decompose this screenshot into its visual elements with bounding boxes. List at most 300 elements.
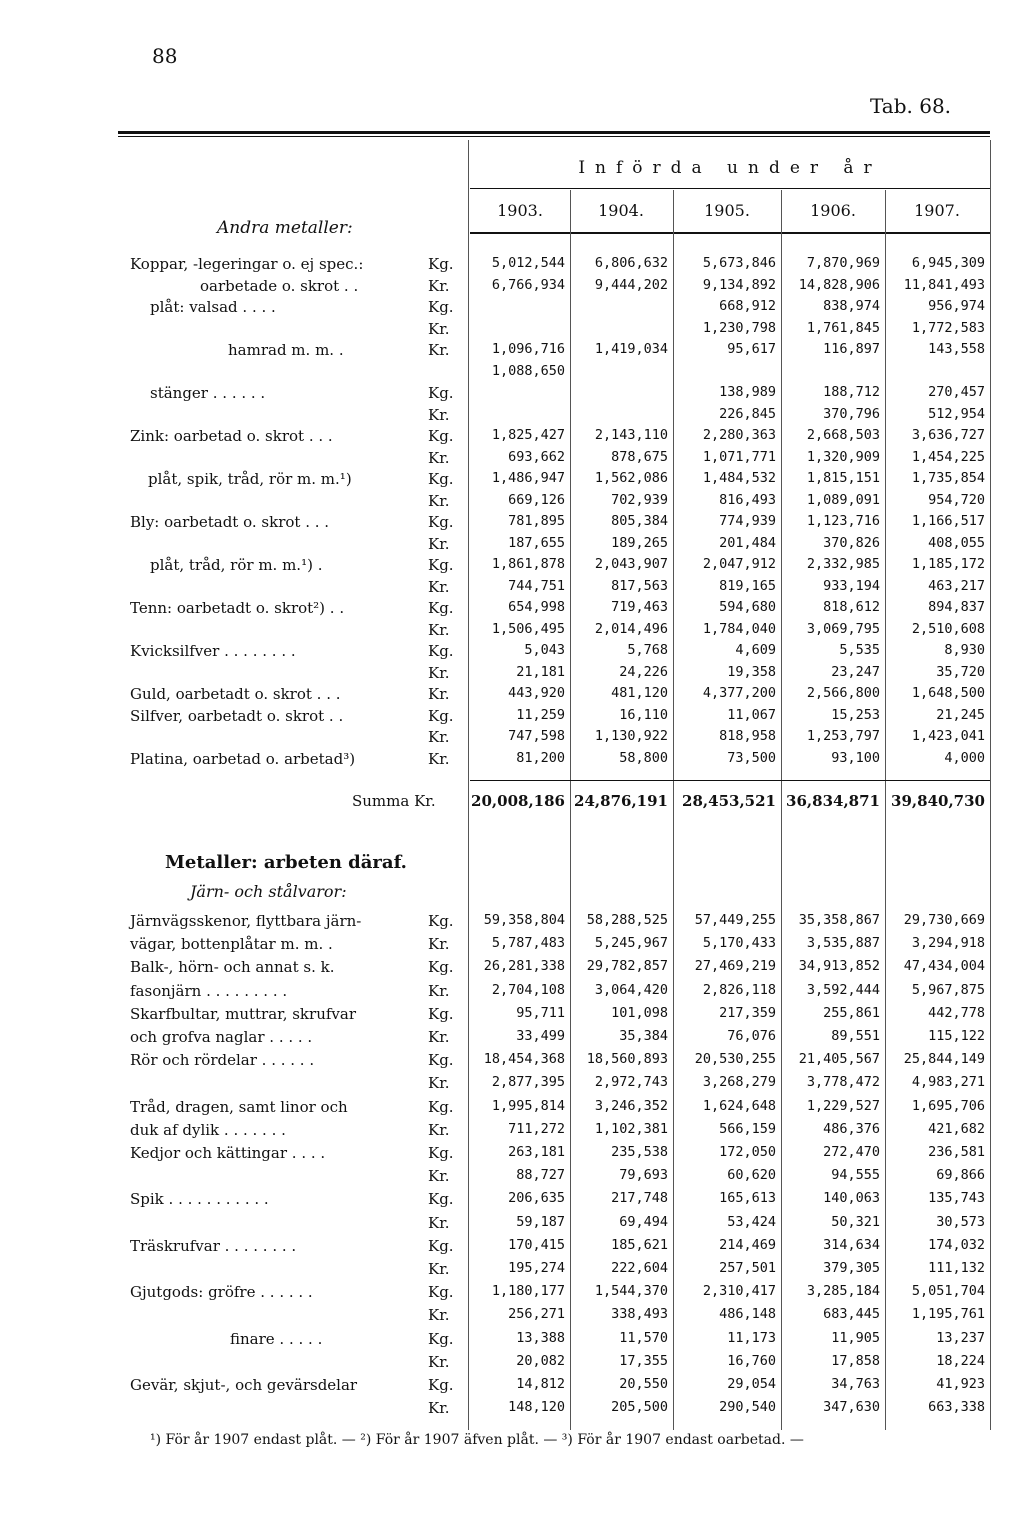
unit-label: Kg.: [428, 642, 454, 660]
unit-label: Kg.: [428, 427, 454, 445]
unit-label: Kr.: [428, 577, 450, 596]
row-label: Kvicksilfver . . . . . . . .: [130, 642, 296, 660]
value-cell: 4,609: [735, 642, 776, 658]
value-cell: 33,499: [516, 1028, 565, 1044]
value-cell: 1,089,091: [806, 491, 880, 508]
row-label: Järnvägsskenor, flyttbara järn-: [130, 912, 362, 930]
value-cell: 3,069,795: [806, 620, 880, 637]
value-cell: 3,285,184: [806, 1283, 880, 1300]
value-cell: 2,332,985: [806, 556, 880, 572]
value-cell: 370,796: [823, 405, 880, 422]
unit-label: Kr.: [428, 1260, 450, 1278]
value-cell: 217,748: [611, 1190, 668, 1207]
value-cell: 185,621: [611, 1236, 668, 1253]
value-cell: 1,166,517: [911, 513, 985, 529]
value-cell: 1,648,500: [911, 685, 985, 701]
value-cell: 5,535: [839, 642, 880, 658]
value-cell: 5,012,544: [491, 255, 565, 271]
value-cell: 95,711: [516, 1004, 565, 1021]
value-cell: 954,720: [928, 491, 985, 508]
value-cell: 1,624,648: [702, 1097, 776, 1114]
value-cell: 1,071,771: [702, 448, 776, 465]
value-cell: 3,246,352: [594, 1097, 668, 1114]
value-cell: 1,695,706: [911, 1097, 985, 1114]
value-cell: 11,259: [516, 706, 565, 723]
value-cell: 47,434,004: [903, 958, 985, 975]
value-cell: 3,268,279: [702, 1074, 776, 1091]
value-cell: 50,321: [831, 1213, 880, 1230]
value-cell: 2,972,743: [594, 1074, 668, 1091]
value-cell: 165,613: [719, 1190, 776, 1207]
value-cell: 34,763: [831, 1376, 880, 1392]
value-cell: 93,100: [831, 749, 880, 766]
value-cell: 878,675: [611, 448, 668, 465]
value-cell: 81,200: [516, 749, 565, 766]
summa-value: 20,008,186: [471, 792, 565, 810]
value-cell: 256,271: [508, 1306, 565, 1323]
value-cell: 236,581: [928, 1144, 985, 1160]
value-cell: 747,598: [508, 728, 565, 744]
unit-label: Kg.: [428, 255, 454, 273]
row-label: Silfver, oarbetadt o. skrot . .: [130, 706, 344, 725]
value-cell: 683,445: [823, 1306, 880, 1323]
value-cell: 59,358,804: [483, 912, 565, 928]
value-cell: 35,720: [936, 663, 985, 680]
unit-label: Kg.: [428, 1097, 454, 1116]
value-cell: 195,274: [508, 1260, 565, 1276]
summa-value: 39,840,730: [891, 792, 985, 810]
footnote: ¹) För år 1907 endast plåt. — ²) För år 1907 äfven plåt. — ³) För år 1907 endast oarbetad. —: [150, 1432, 804, 1448]
value-cell: 6,766,934: [491, 276, 565, 293]
value-cell: 206,635: [508, 1190, 565, 1207]
unit-label: Kr.: [428, 620, 450, 639]
unit-label: Kg.: [428, 384, 454, 402]
value-cell: 1,995,814: [491, 1097, 565, 1114]
value-cell: 2,510,608: [911, 620, 985, 637]
column-divider: [570, 190, 571, 1430]
value-cell: 1,096,716: [491, 341, 565, 357]
unit-label: Kr.: [428, 405, 450, 424]
unit-label: Kr.: [428, 685, 450, 703]
value-cell: 13,237: [936, 1329, 985, 1346]
value-cell: 116,897: [823, 341, 880, 357]
value-cell: 894,837: [928, 599, 985, 615]
value-cell: 1,123,716: [806, 513, 880, 529]
unit-label: Kg.: [428, 1236, 454, 1255]
value-cell: 26,281,338: [483, 958, 565, 975]
unit-label: Kr.: [428, 448, 450, 467]
row-label: Tråd, dragen, samt linor och: [130, 1097, 348, 1116]
value-cell: 138,989: [719, 384, 776, 400]
summa-label: Summa Kr.: [352, 792, 436, 810]
value-cell: 11,905: [831, 1329, 880, 1346]
value-cell: 2,143,110: [594, 427, 668, 443]
row-label: Tenn: oarbetadt o. skrot²) . .: [130, 599, 345, 617]
value-cell: 1,130,922: [594, 728, 668, 744]
column-divider: [990, 140, 991, 1430]
value-cell: 115,122: [928, 1028, 985, 1044]
value-cell: 4,983,271: [911, 1074, 985, 1091]
row-label: Gjutgods: gröfre . . . . . .: [130, 1283, 313, 1302]
value-cell: 272,470: [823, 1144, 880, 1160]
value-cell: 370,826: [823, 534, 880, 551]
unit-label: Kg.: [428, 1283, 454, 1302]
value-cell: 1,506,495: [491, 620, 565, 637]
value-cell: 744,751: [508, 577, 565, 594]
value-cell: 290,540: [719, 1399, 776, 1416]
value-cell: 774,939: [719, 513, 776, 529]
value-cell: 2,668,503: [806, 427, 880, 443]
value-cell: 693,662: [508, 448, 565, 465]
value-cell: 2,280,363: [702, 427, 776, 443]
unit-label: Kg.: [428, 1051, 454, 1070]
unit-label: Kg.: [428, 1190, 454, 1209]
value-cell: 817,563: [611, 577, 668, 594]
value-cell: 172,050: [719, 1144, 776, 1160]
row-label: och grofva naglar . . . . .: [130, 1028, 313, 1046]
value-cell: 486,376: [823, 1120, 880, 1137]
unit-label: Kr.: [428, 1074, 450, 1093]
row-label: plåt, spik, tråd, rör m. m.¹): [148, 470, 352, 488]
column-divider: [885, 190, 886, 1430]
value-cell: 143,558: [928, 341, 985, 357]
value-cell: 1,861,878: [491, 556, 565, 572]
unit-label: Kr.: [428, 491, 450, 510]
value-cell: 566,159: [719, 1120, 776, 1137]
value-cell: 1,088,650: [491, 362, 565, 379]
value-cell: 1,102,381: [594, 1120, 668, 1137]
value-cell: 5,967,875: [911, 981, 985, 998]
value-cell: 1,229,527: [806, 1097, 880, 1114]
value-cell: 481,120: [611, 685, 668, 701]
value-cell: 1,772,583: [911, 319, 985, 336]
value-cell: 2,704,108: [491, 981, 565, 998]
value-cell: 443,920: [508, 685, 565, 701]
value-cell: 148,120: [508, 1399, 565, 1416]
value-cell: 668,912: [719, 298, 776, 314]
value-cell: 1,544,370: [594, 1283, 668, 1300]
value-cell: 35,358,867: [798, 912, 880, 928]
section-label: Andra metaller:: [217, 218, 353, 238]
unit-label: Kr.: [428, 1213, 450, 1232]
value-cell: 421,682: [928, 1120, 985, 1137]
value-cell: 1,195,761: [911, 1306, 985, 1323]
value-cell: 1,423,041: [911, 728, 985, 744]
value-cell: 1,761,845: [806, 319, 880, 336]
value-cell: 379,305: [823, 1260, 880, 1276]
value-cell: 29,730,669: [903, 912, 985, 928]
value-cell: 263,181: [508, 1144, 565, 1160]
value-cell: 463,217: [928, 577, 985, 594]
unit-label: Kg.: [428, 556, 454, 574]
value-cell: 818,612: [823, 599, 880, 615]
value-cell: 5,245,967: [594, 935, 668, 952]
value-cell: 8,930: [944, 642, 985, 658]
row-label: Gevär, skjut-, och gevärsdelar: [130, 1376, 358, 1394]
value-cell: 5,673,846: [702, 255, 776, 271]
value-cell: 17,355: [619, 1352, 668, 1369]
value-cell: 512,954: [928, 405, 985, 422]
row-label: Kedjor och kättingar . . . .: [130, 1144, 326, 1162]
value-cell: 1,185,172: [911, 556, 985, 572]
value-cell: 205,500: [611, 1399, 668, 1416]
value-cell: 79,693: [619, 1167, 668, 1184]
value-cell: 1,486,947: [491, 470, 565, 486]
value-cell: 60,620: [727, 1167, 776, 1184]
value-cell: 819,165: [719, 577, 776, 594]
value-cell: 347,630: [823, 1399, 880, 1416]
value-cell: 25,844,149: [903, 1051, 985, 1068]
value-cell: 257,501: [719, 1260, 776, 1276]
value-cell: 314,634: [823, 1236, 880, 1253]
value-cell: 5,170,433: [702, 935, 776, 952]
header-rule-bottom: [470, 232, 990, 234]
value-cell: 20,082: [516, 1352, 565, 1369]
unit-label: Kg.: [428, 1329, 454, 1348]
unit-label: Kg.: [428, 599, 454, 617]
value-cell: 1,562,086: [594, 470, 668, 486]
row-label: hamrad m. m. .: [228, 341, 344, 359]
value-cell: 214,469: [719, 1236, 776, 1253]
value-cell: 21,405,567: [798, 1051, 880, 1068]
header-rule: [470, 188, 990, 189]
value-cell: 805,384: [611, 513, 668, 529]
value-cell: 11,173: [727, 1329, 776, 1346]
value-cell: 30,573: [936, 1213, 985, 1230]
value-cell: 58,800: [619, 749, 668, 766]
value-cell: 21,245: [936, 706, 985, 723]
value-cell: 3,294,918: [911, 935, 985, 952]
value-cell: 11,570: [619, 1329, 668, 1346]
value-cell: 24,226: [619, 663, 668, 680]
value-cell: 2,310,417: [702, 1283, 776, 1300]
unit-label: Kr.: [428, 1028, 450, 1046]
value-cell: 781,895: [508, 513, 565, 529]
value-cell: 2,043,907: [594, 556, 668, 572]
value-cell: 21,181: [516, 663, 565, 680]
year-header: 1903.: [497, 201, 543, 220]
value-cell: 1,784,040: [702, 620, 776, 637]
value-cell: 6,806,632: [594, 255, 668, 271]
unit-label: Kr.: [428, 1352, 450, 1371]
value-cell: 3,535,887: [806, 935, 880, 952]
value-cell: 14,812: [516, 1376, 565, 1392]
unit-label: Kg.: [428, 958, 454, 977]
value-cell: 594,680: [719, 599, 776, 615]
row-label: Skarfbultar, muttrar, skrufvar: [130, 1004, 356, 1023]
value-cell: 20,550: [619, 1376, 668, 1392]
value-cell: 57,449,255: [694, 912, 776, 928]
table-label: Tab. 68.: [870, 94, 952, 118]
value-cell: 663,338: [928, 1399, 985, 1416]
page-number: 88: [152, 44, 178, 68]
value-cell: 189,265: [611, 534, 668, 551]
value-cell: 711,272: [508, 1120, 565, 1137]
value-cell: 18,224: [936, 1352, 985, 1369]
value-cell: 933,194: [823, 577, 880, 594]
row-label: plåt, tråd, rör m. m.¹) .: [150, 556, 323, 574]
unit-label: Kr.: [428, 276, 450, 295]
value-cell: 2,014,496: [594, 620, 668, 637]
sub-heading: Metaller: arbeten däraf.: [165, 852, 407, 873]
value-cell: 4,377,200: [702, 685, 776, 701]
value-cell: 73,500: [727, 749, 776, 766]
value-cell: 338,493: [611, 1306, 668, 1323]
unit-label: Kr.: [428, 1399, 450, 1418]
value-cell: 669,126: [508, 491, 565, 508]
row-label: Spik . . . . . . . . . . .: [130, 1190, 269, 1209]
value-cell: 27,469,219: [694, 958, 776, 975]
value-cell: 956,974: [928, 298, 985, 314]
value-cell: 89,551: [831, 1028, 880, 1044]
value-cell: 3,636,727: [911, 427, 985, 443]
unit-label: Kr.: [428, 935, 450, 954]
row-label: Platina, oarbetad o. arbetad³): [130, 749, 356, 768]
unit-label: Kg.: [428, 1144, 454, 1162]
value-cell: 6,945,309: [911, 255, 985, 271]
value-cell: 255,861: [823, 1004, 880, 1021]
value-cell: 442,778: [928, 1004, 985, 1021]
column-divider: [673, 190, 674, 1430]
unit-label: Kg.: [428, 513, 454, 531]
value-cell: 95,617: [727, 341, 776, 357]
value-cell: 1,180,177: [491, 1283, 565, 1300]
value-cell: 69,494: [619, 1213, 668, 1230]
value-cell: 53,424: [727, 1213, 776, 1230]
value-cell: 222,604: [611, 1260, 668, 1276]
value-cell: 1,320,909: [806, 448, 880, 465]
unit-label: Kr.: [428, 319, 450, 338]
value-cell: 94,555: [831, 1167, 880, 1184]
value-cell: 188,712: [823, 384, 880, 400]
value-cell: 69,866: [936, 1167, 985, 1184]
value-cell: 235,538: [611, 1144, 668, 1160]
value-cell: 101,098: [611, 1004, 668, 1021]
unit-label: Kg.: [428, 912, 454, 930]
value-cell: 201,484: [719, 534, 776, 551]
value-cell: 17,858: [831, 1352, 880, 1369]
year-header: 1906.: [810, 201, 856, 220]
unit-label: Kg.: [428, 1004, 454, 1023]
value-cell: 486,148: [719, 1306, 776, 1323]
value-cell: 76,076: [727, 1028, 776, 1044]
value-cell: 20,530,255: [694, 1051, 776, 1068]
unit-label: Kg.: [428, 298, 454, 316]
value-cell: 18,454,368: [483, 1051, 565, 1068]
summa-value: 24,876,191: [574, 792, 668, 810]
value-cell: 719,463: [611, 599, 668, 615]
value-cell: 35,384: [619, 1028, 668, 1044]
value-cell: 9,444,202: [594, 276, 668, 293]
value-cell: 226,845: [719, 405, 776, 422]
value-cell: 5,043: [524, 642, 565, 658]
unit-label: Kr.: [428, 1306, 450, 1325]
value-cell: 13,388: [516, 1329, 565, 1346]
value-cell: 2,877,395: [491, 1074, 565, 1091]
unit-label: Kr.: [428, 341, 450, 359]
value-cell: 16,760: [727, 1352, 776, 1369]
value-cell: 3,778,472: [806, 1074, 880, 1091]
value-cell: 1,454,225: [911, 448, 985, 465]
top-rule-thin: [118, 136, 990, 137]
value-cell: 9,134,892: [702, 276, 776, 293]
value-cell: 5,051,704: [911, 1283, 985, 1300]
value-cell: 41,923: [936, 1376, 985, 1392]
value-cell: 408,055: [928, 534, 985, 551]
value-cell: 34,913,852: [798, 958, 880, 975]
unit-label: Kg.: [428, 470, 454, 488]
year-header: 1904.: [598, 201, 644, 220]
value-cell: 1,230,798: [702, 319, 776, 336]
value-cell: 7,870,969: [806, 255, 880, 271]
row-label: Zink: oarbetad o. skrot . . .: [130, 427, 333, 445]
value-cell: 838,974: [823, 298, 880, 314]
value-cell: 29,782,857: [586, 958, 668, 975]
unit-label: Kr.: [428, 981, 450, 1000]
value-cell: 140,063: [823, 1190, 880, 1207]
unit-label: Kr.: [428, 1167, 450, 1186]
value-cell: 11,841,493: [903, 276, 985, 293]
row-label: Rör och rördelar . . . . . .: [130, 1051, 315, 1070]
row-label: finare . . . . .: [230, 1329, 323, 1348]
value-cell: 111,132: [928, 1260, 985, 1276]
value-cell: 2,047,912: [702, 556, 776, 572]
value-cell: 15,253: [831, 706, 880, 723]
header-title: Införda under år: [578, 158, 882, 178]
value-cell: 59,187: [516, 1213, 565, 1230]
value-cell: 702,939: [611, 491, 668, 508]
top-rule: [118, 131, 990, 134]
value-cell: 1,825,427: [491, 427, 565, 443]
value-cell: 3,592,444: [806, 981, 880, 998]
row-label: Koppar, -legeringar o. ej spec.:: [130, 255, 364, 273]
unit-label: Kg.: [428, 1376, 454, 1394]
value-cell: 23,247: [831, 663, 880, 680]
row-label: Balk-, hörn- och annat s. k.: [130, 958, 335, 977]
year-header: 1905.: [704, 201, 750, 220]
row-label: duk af dylik . . . . . . .: [130, 1120, 286, 1139]
row-label: Guld, oarbetadt o. skrot . . .: [130, 685, 341, 703]
unit-label: Kg.: [428, 706, 454, 725]
value-cell: 174,032: [928, 1236, 985, 1253]
value-cell: 135,743: [928, 1190, 985, 1207]
unit-label: Kr.: [428, 749, 450, 768]
value-cell: 1,815,151: [806, 470, 880, 486]
value-cell: 1,735,854: [911, 470, 985, 486]
unit-label: Kr.: [428, 663, 450, 682]
value-cell: 654,998: [508, 599, 565, 615]
row-label: vägar, bottenplåtar m. m. .: [130, 935, 333, 954]
value-cell: 5,768: [627, 642, 668, 658]
value-cell: 5,787,483: [491, 935, 565, 952]
row-label: plåt: valsad . . . .: [150, 298, 276, 316]
value-cell: 2,826,118: [702, 981, 776, 998]
value-cell: 1,484,532: [702, 470, 776, 486]
unit-label: Kr.: [428, 728, 450, 746]
row-label: Träskrufvar . . . . . . . .: [130, 1236, 297, 1255]
value-cell: 18,560,893: [586, 1051, 668, 1068]
value-cell: 170,415: [508, 1236, 565, 1253]
row-label: stänger . . . . . .: [150, 384, 266, 402]
value-cell: 16,110: [619, 706, 668, 723]
value-cell: 270,457: [928, 384, 985, 400]
value-cell: 816,493: [719, 491, 776, 508]
value-cell: 11,067: [727, 706, 776, 723]
year-header: 1907.: [914, 201, 960, 220]
value-cell: 187,655: [508, 534, 565, 551]
value-cell: 4,000: [944, 749, 985, 766]
value-cell: 29,054: [727, 1376, 776, 1392]
